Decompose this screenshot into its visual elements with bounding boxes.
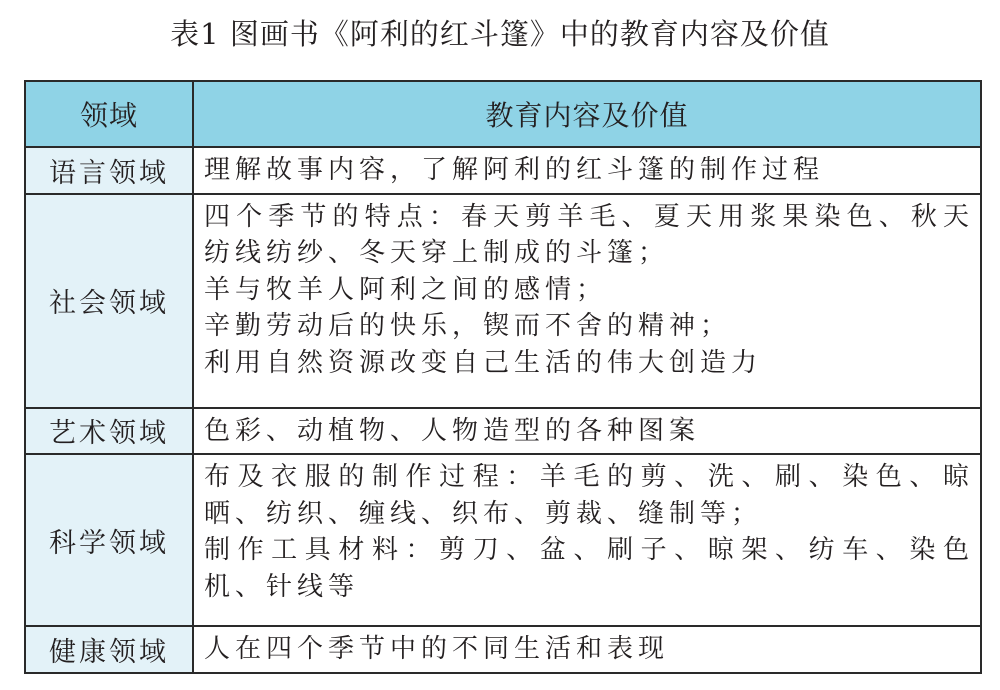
content-line: 羊与牧羊人阿利之间的感情；: [204, 274, 608, 305]
domain-cell: 艺术领域: [25, 408, 193, 455]
header-row: [25, 81, 981, 147]
header-domain: 领域: [25, 81, 193, 147]
content-line: 理解故事内容，了解阿利的红斗篷的制作过程: [204, 155, 825, 185]
header-content: 教育内容及价值: [193, 81, 981, 147]
domain-cell: 语言领域: [25, 147, 193, 194]
table-row: [25, 408, 981, 455]
table-row: [25, 147, 981, 194]
content-line: 辛勤劳动后的快乐，锲而不舍的精神；: [204, 311, 732, 341]
domain-cell: 健康领域: [25, 626, 193, 673]
table-row: [25, 454, 981, 626]
content-line: 利用自然资源改变自己生活的伟大创造力: [204, 347, 763, 378]
table-row: [25, 194, 981, 408]
content-cell: [193, 408, 981, 455]
content-cell: [193, 147, 981, 194]
content-cell: [193, 454, 981, 626]
domain-cell: 科学领域: [25, 454, 193, 626]
content-line: 色彩、动植物、人物造型的各种图案: [204, 415, 701, 446]
education-content-table: [24, 80, 982, 674]
table-row: [25, 626, 981, 673]
table-caption: 表1 图画书《阿利的红斗篷》中的教育内容及价值: [170, 17, 830, 51]
content-cell: [193, 626, 981, 673]
content-line: 布及衣服的制作过程：羊毛的剪、洗、刷、染色、晾晒、纺织、缠线、织布、剪裁、缝制等；: [204, 462, 974, 529]
content-line: 制作工具材料：剪刀、盆、刷子、晾架、纺车、染色机、针线等: [204, 535, 974, 602]
content-cell: [193, 194, 981, 408]
content-line: 四个季节的特点：春天剪羊毛、夏天用浆果染色、秋天纺线纺纱、冬天穿上制成的斗篷；: [204, 201, 974, 268]
content-line: 人在四个季节中的不同生活和表现: [204, 634, 670, 664]
domain-cell: 社会领域: [25, 194, 193, 408]
